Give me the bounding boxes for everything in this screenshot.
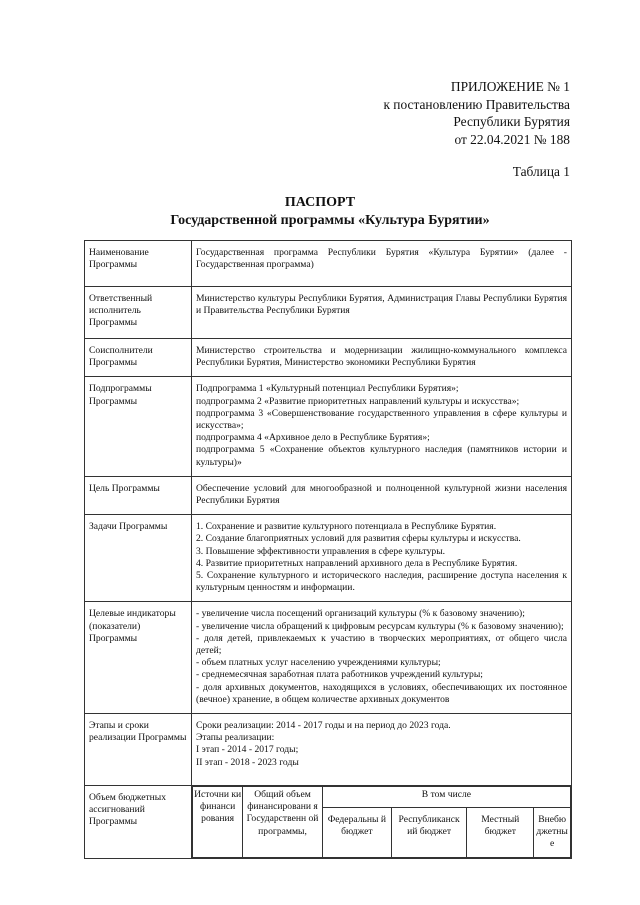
row-line: подпрограмма 3 «Совершенствование государственного управления в сфере культуры и искусства»; [196,407,567,432]
appendix-line-1: ПРИЛОЖЕНИЕ № 1 [450,79,570,94]
title-block [0,194,640,230]
row-line: 4. Развитие приоритетных направлений архивного дела в Республике Бурятия. [196,557,518,569]
row-label: Наименование Программы [85,241,192,287]
row-label: Задачи Программы [85,515,192,602]
row-value [192,377,572,476]
row-line: Сроки реализации: 2014 - 2017 годы и на период до 2023 года. [196,720,451,732]
row-value [192,241,572,287]
budget-col-source: Источни ки финанси рования [193,787,243,858]
table-row [193,787,571,808]
table-label: Таблица 1 [512,164,570,179]
budget-col-offbudget: Внебю джетны е [534,808,571,858]
appendix-line-3: Республики Бурятия [453,114,570,130]
row-line: Обеспечение условий для многообразной и полноценной культурной жизни населения Республики Бурятия [196,482,567,507]
table-row [85,515,572,602]
row-line: 3. Повышение эффективности управления в сфере культуры. [196,545,446,557]
budget-label: Объем бюджетных ассигнований Программы [85,786,192,859]
page-title: ПАСПОРТ [284,195,356,210]
row-line: II этап - 2018 - 2023 годы [196,756,299,768]
row-value [192,602,572,714]
row-value [192,714,572,786]
budget-col-republic: Республиканск ий бюджет [391,808,466,858]
passport-table [84,240,572,859]
row-line: - увеличение числа посещений организаций культуры (% к базовому значению); [196,608,525,620]
row-label: Этапы и сроки реализации Программы [85,714,192,786]
row-label: Ответственный исполнитель Программы [85,287,192,339]
budget-table [192,786,571,858]
table-row [85,786,572,859]
table-row [85,476,572,514]
table-row [85,377,572,476]
row-label: Подпрограммы Программы [85,377,192,476]
table-row [85,241,572,287]
row-line: подпрограмма 4 «Архивное дело в Республике Бурятия»; [196,432,430,444]
row-line: - доля архивных документов, находящихся в условиях, обеспечивающих их постоянное (вечное) хранение, в общем количестве архивных документов [196,681,567,705]
row-line: - доля детей, привлекаемых к участию в творческих мероприятиях, от общего числа детей; [196,632,567,657]
row-value [192,287,572,339]
appendix-block [383,78,570,148]
row-label: Целевые индикаторы (показатели) Программы [85,602,192,714]
row-line: Подпрограмма 1 «Культурный потенциал Республики Бурятия»; [196,383,459,395]
row-line: Государственная программа Республики Бурятия «Культура Бурятии» (далее - Государственная программа) [196,247,567,271]
row-label: Цель Программы [85,476,192,514]
row-line: 2. Создание благоприятных условий для развития сферы культуры и искусства. [196,533,521,545]
row-line: I этап - 2014 - 2017 годы; [196,744,299,756]
row-line: подпрограмма 2 «Развитие приоритетных направлений культуры и искусства»; [196,395,520,407]
row-value [192,339,572,377]
row-label: Соисполнители Программы [85,339,192,377]
budget-cell [192,786,572,859]
row-line: Этапы реализации: [196,732,275,744]
appendix-line-2: к постановлению Правительства [383,96,570,112]
row-line: Министерство строительства и модернизации жилищно-коммунального комплекса Республики Бурятия, Министерство экономики Республики Бурятия [196,345,567,369]
row-line: - увеличение числа обращений к цифровым ресурсам культуры (% к базовому значению); [196,620,564,632]
table-row [85,287,572,339]
table-row [85,602,572,714]
row-line: - объем платных услуг населению учреждениями культуры; [196,657,441,669]
table-row [85,339,572,377]
appendix-line-4: от 22.04.2021 № 188 [454,131,570,147]
row-line: 5. Сохранение культурного и исторического наследия, расширение доступа населения к культурным ценностям и информации. [196,570,567,594]
budget-col-federal: Федеральны й бюджет [322,808,391,858]
budget-col-group: В том числе [322,787,570,808]
row-value [192,476,572,514]
row-line: - среднемесячная заработная плата работников учреждений культуры; [196,669,483,681]
row-line: подпрограмма 5 «Сохранение объектов культурного наследия (памятников истории и культуры)» [196,444,567,468]
budget-col-local: Местный бюджет [467,808,534,858]
table-row [85,714,572,786]
row-line: Министерство культуры Республики Бурятия, Администрация Главы Республики Бурятия и Правительства Республики Бурятия [196,293,567,317]
row-line: 1. Сохранение и развитие культурного потенциала в Республике Бурятия. [196,521,497,533]
page-subtitle: Государственной программы «Культура Бурятии» [170,213,490,228]
row-value [192,515,572,602]
budget-col-total: Общий объем финансировани я Государственн ой программы, [243,787,323,858]
